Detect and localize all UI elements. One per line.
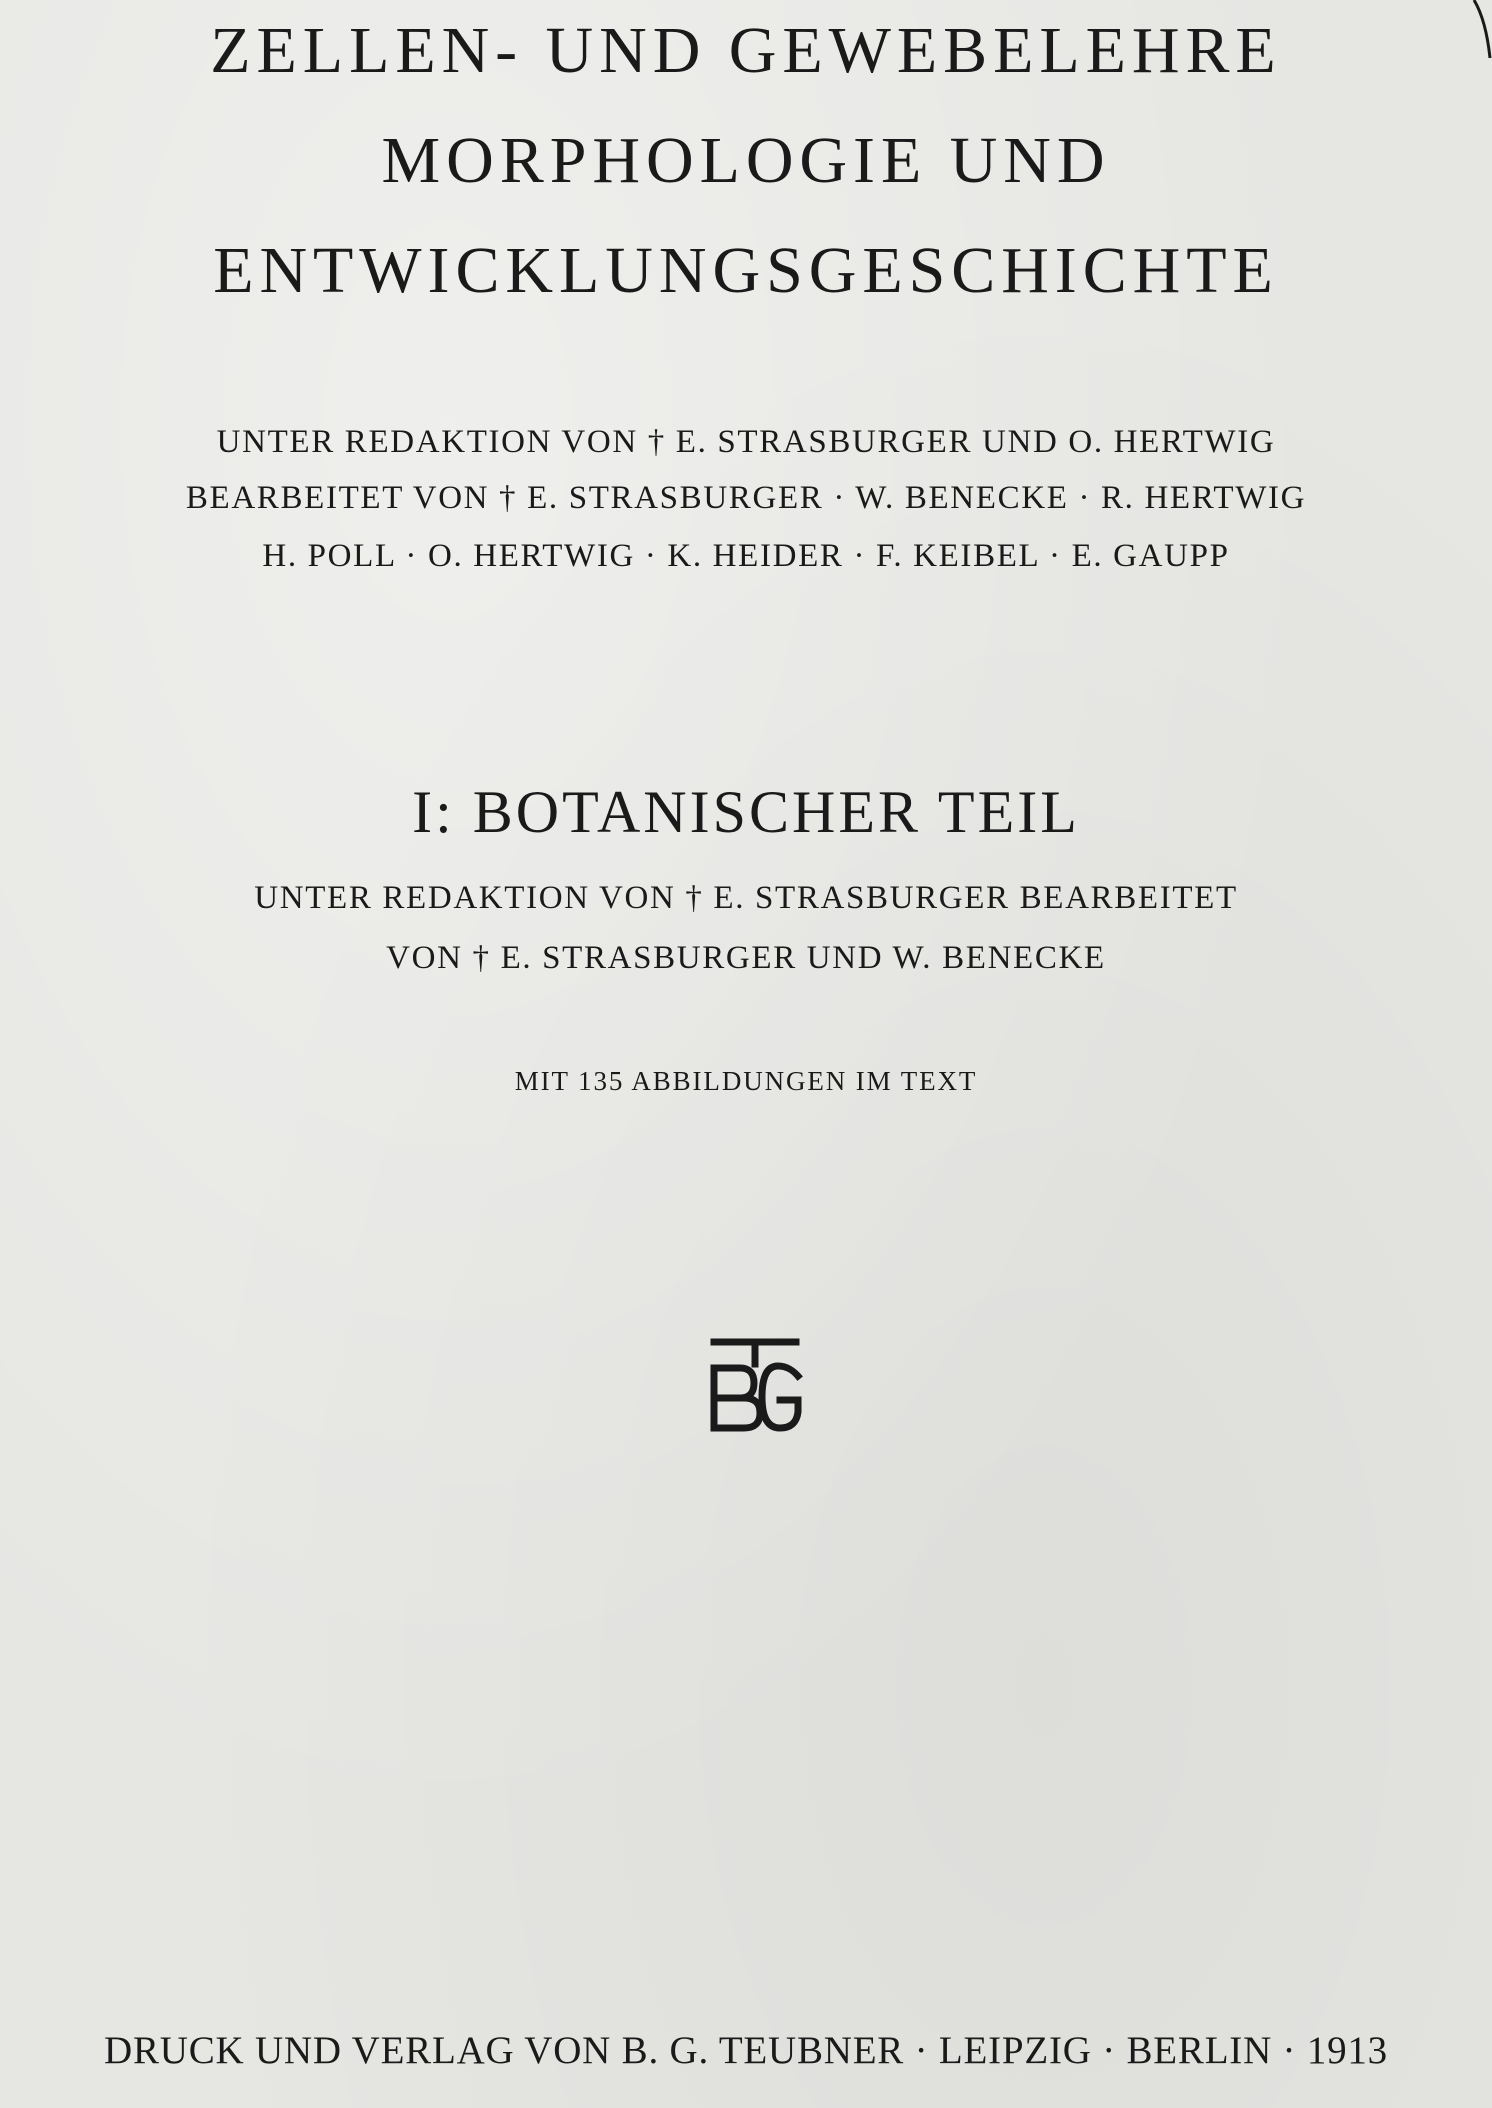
publisher-imprint: DRUCK UND VERLAG VON B. G. TEUBNER · LEIPZIG · BERLIN · 1913: [104, 2029, 1388, 2072]
illustrations-note: MIT 135 ABBILDUNGEN IM TEXT: [514, 1066, 978, 1096]
editors-line-2: BEARBEITET VON † E. STRASBURGER · W. BENECKE · R. HERTWIG: [185, 480, 1307, 516]
main-title-line-2: MORPHOLOGIE UND: [381, 124, 1111, 197]
teubner-monogram-icon: [700, 1330, 810, 1440]
main-title-line-1: ZELLEN- UND GEWEBELEHRE: [210, 14, 1282, 87]
editors-line-1: UNTER REDAKTION VON † E. STRASBURGER UND O. HERTWIG: [216, 424, 1276, 460]
editors-line-3: H. POLL · O. HERTWIG · K. HEIDER · F. KEIBEL · E. GAUPP: [262, 538, 1230, 574]
page-edge-mark: [1472, 0, 1492, 60]
part-heading: I: BOTANISCHER TEIL: [412, 779, 1080, 845]
part-editors-line-1: UNTER REDAKTION VON † E. STRASBURGER BEARBEITET: [254, 880, 1238, 916]
main-title-line-3: ENTWICKLUNGSGESCHICHTE: [213, 234, 1279, 307]
part-editors-line-2: VON † E. STRASBURGER UND W. BENECKE: [386, 940, 1106, 976]
